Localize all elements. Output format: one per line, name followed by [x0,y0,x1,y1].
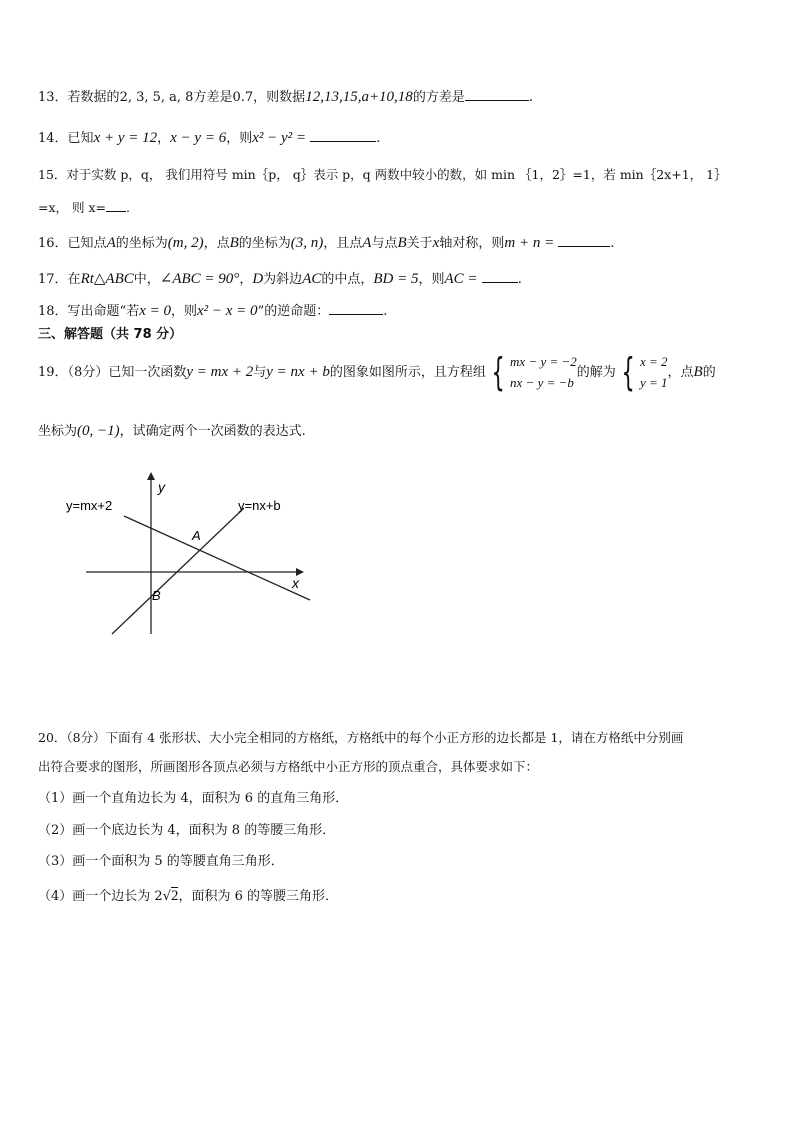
question-20-item-4: （4）画一个边长为 2√2，面积为 6 的等腰三角形． [38,888,339,904]
question-20-line-1: 20．（8分）下面有 4 张形状、大小完全相同的方格纸，方格纸中的每个小正方形的边长都是 1，请在方格纸中分别画 [38,730,684,745]
question-15-line-2: =x， 则 x= . [38,200,130,215]
left-brace: { [621,350,635,394]
question-15-line-1: 15．对于实数 p，q， 我们用符号 min｛p， q｝表示 p，q 两数中较小的数，如 min ｛1，2｝=1，若 min｛2x+1， 1｝ [38,167,727,182]
q14-equation-2: x − y = 6 [170,130,227,146]
question-20-item-3: （3）画一个面积为 5 的等腰直角三角形． [38,854,284,869]
q14-answer-blank[interactable] [310,129,376,142]
question-17: 17．在Rt△ABC中，∠ABC = 90°，D为斜边AC的中点，BD = 5，则AC = . [38,271,522,287]
question-20-item-2: （2）画一个底边长为 4，面积为 8 的等腰三角形． [38,823,336,838]
question-20-item-1: （1）画一个直角边长为 4，面积为 6 的直角三角形． [38,791,349,806]
q18-number: 18． [38,304,68,319]
question-20-line-2: 出符合要求的图形，所画图形各顶点必须与方格纸中小正方形的顶点重合，具体要求如下： [38,759,539,774]
q19-system-row-2: nx − y = −b [510,375,574,390]
q13-data-list-2: 12,13,15,a+10,18 [305,89,413,105]
question-13: 13．若数据的2, 3, 5, a, 8方差是0.7，则数据12,13,15,a+10,18的方差是 . [38,89,533,105]
label-f2: y=nx+b [238,498,281,513]
q16-expression: m + n = [504,235,555,251]
q19-graph [60,468,320,638]
question-16: 16．已知点A的坐标为(m, 2)，点B的坐标为(3, n)，且点A与点B关于x轴对称，则m + n = . [38,235,615,251]
q18-condition: x = 0 [139,303,171,319]
q17-answer-blank[interactable] [482,270,518,283]
label-f1: y=mx+2 [66,498,113,513]
q19-function-1: y = mx + 2 [186,364,254,380]
q17-triangle: Rt△ABC [80,271,134,287]
q13-text: 若数据的 [67,90,120,105]
q17-number: 17． [38,272,68,287]
question-19: 19．（8分）已知一次函数y = mx + 2与y = nx + b的图象如图所示，且方程组 { mx − y = −2 nx − y = −b 的解为 { x = 2 y = 1 ，点B的 [38,350,716,394]
q14-equation-1: x + y = 12 [93,130,158,146]
point-b-label: B [152,588,161,603]
question-18: 18．写出命题“若x = 0，则x² − x = 0”的逆命题： . [38,303,388,319]
x-axis-label: x [292,575,299,591]
q17-ac: AC = [444,271,478,287]
q17-bd: BD = 5 [373,271,419,287]
q19-number: 19． [38,365,68,380]
q14-expression: x² − y² = [252,130,307,146]
q17-angle: ∠ABC = 90° [159,271,240,287]
q18-answer-blank[interactable] [329,302,383,315]
q13-number: 13． [38,90,68,105]
q14-number: 14． [38,131,68,146]
q16-number: 16． [38,236,68,251]
q19-points: （8分） [67,365,109,380]
section-heading: 三、解答题（共 78 分） [38,327,183,342]
sqrt-radicand: 2 [170,888,179,904]
left-brace: { [491,350,505,394]
q16-coord-b: (3, n) [290,235,324,251]
q16-answer-blank[interactable] [558,234,610,247]
q19-function-2: y = nx + b [266,364,330,380]
q19-equation-system [486,351,577,395]
question-14: 14．已知x + y = 12，x − y = 6，则x² − y² = . [38,130,381,146]
q19-solution-row-2: y = 1 [639,375,668,390]
q15-answer-blank[interactable] [106,199,126,212]
q19-system-row-1: mx − y = −2 [510,354,577,369]
question-19-line-2: 坐标为(0, −1)，试确定两个一次函数的表达式. [38,423,306,439]
q16-coord-a: (m, 2) [167,235,204,251]
sqrt-symbol: √ [162,889,171,904]
q13-data-list: 2, 3, 5, a, 8 [119,90,194,105]
q18-conclusion: x² − x = 0 [197,303,258,319]
line-f2 [112,508,244,634]
q19-coord-b: (0, −1) [77,423,120,439]
q13-answer-blank[interactable] [465,88,529,101]
q19-solution-system [616,351,668,395]
y-axis-label: y [158,479,165,495]
q13-variance: 0.7 [232,90,254,105]
q19-solution-row-1: x = 2 [639,354,668,369]
point-a-label: A [192,528,201,543]
y-axis-arrow [147,472,155,480]
